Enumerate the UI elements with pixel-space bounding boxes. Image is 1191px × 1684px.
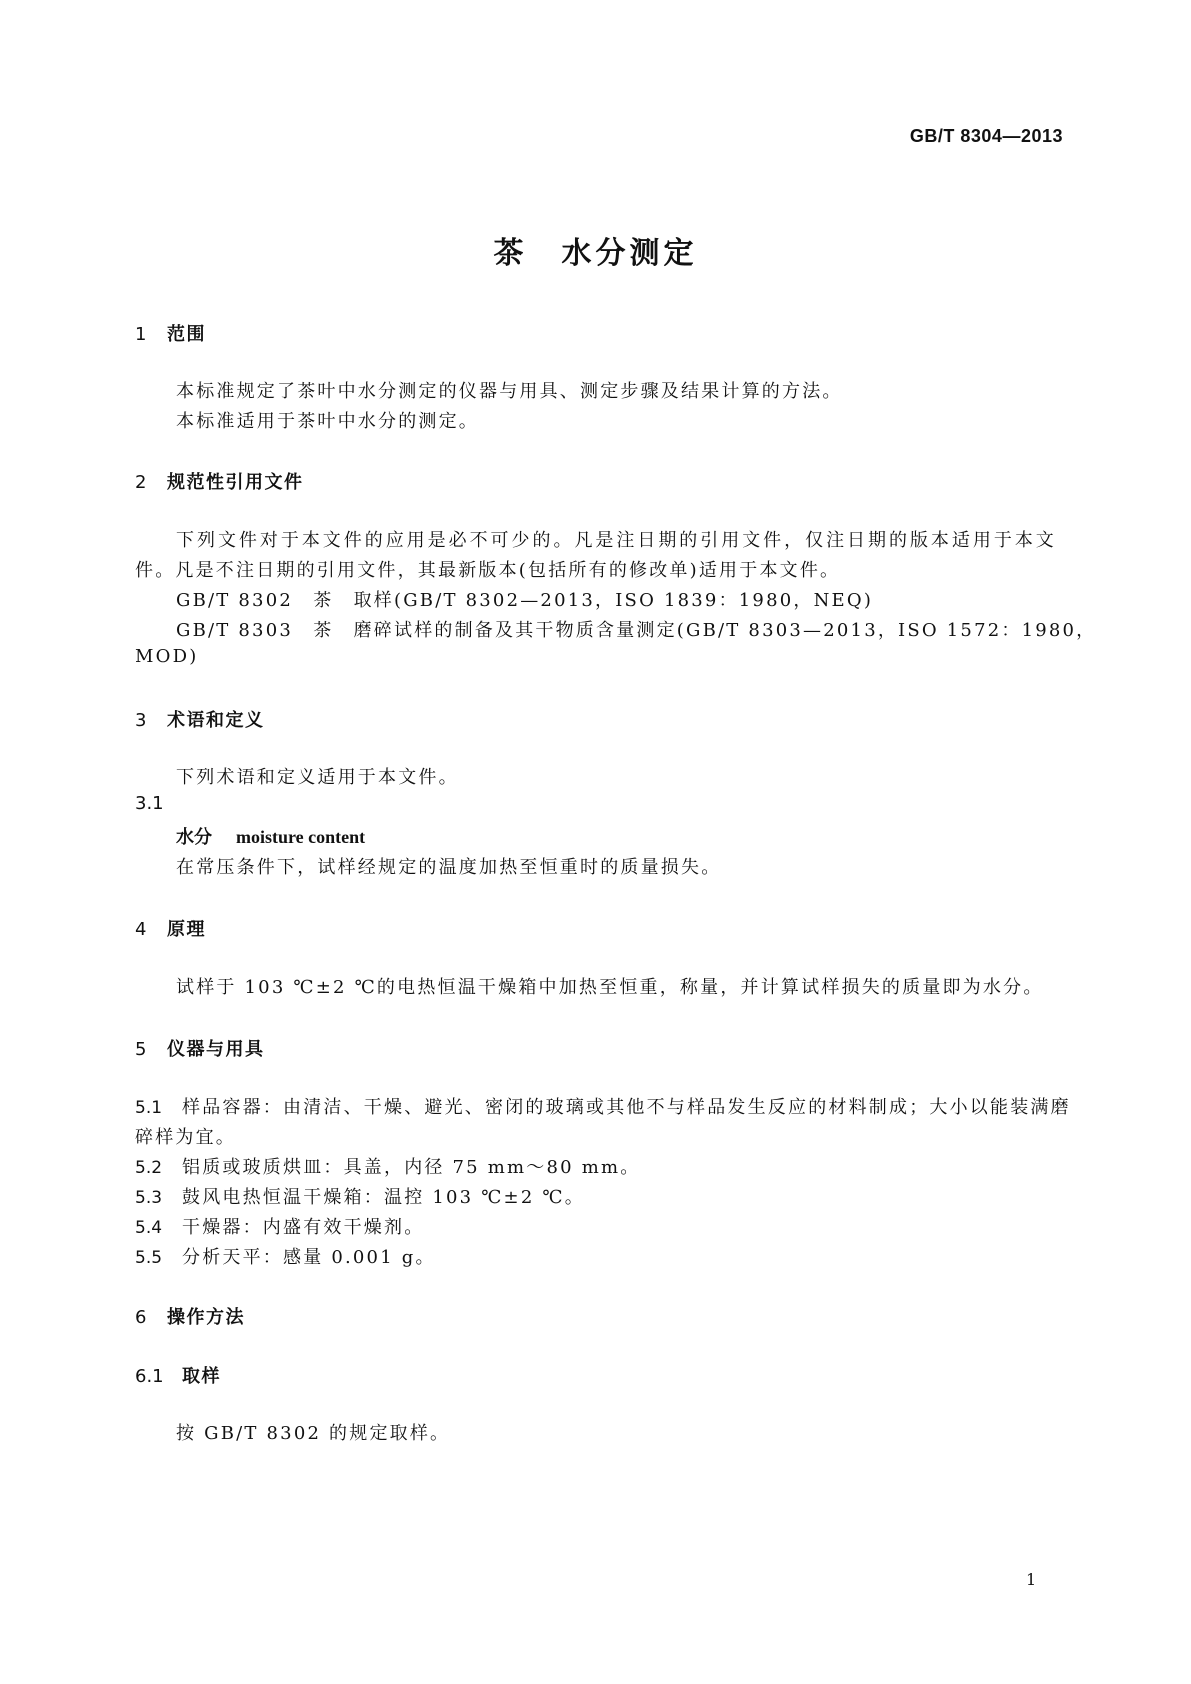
- item-text: 铝质或玻质烘皿：具盖，内径 75 mm～80 mm。: [182, 1157, 641, 1178]
- item-text: 分析天平：感量 0.001 g。: [182, 1247, 436, 1268]
- section-title: 操作方法: [167, 1307, 245, 1328]
- list-item-continuation: 碎样为宜。: [135, 1127, 236, 1148]
- list-item: [135, 1153, 640, 1179]
- section-number: 2: [135, 472, 147, 493]
- section-3-heading: [135, 706, 265, 732]
- paragraph: 本标准适用于茶叶中水分的测定。: [176, 411, 479, 432]
- list-item: [135, 1213, 424, 1239]
- standard-code: GB/T 8304—2013: [909, 126, 1063, 146]
- section-title: 取样: [182, 1366, 221, 1387]
- section-number: 6: [135, 1307, 147, 1328]
- section-title: 范围: [167, 324, 206, 345]
- document-title: 茶 水分测定: [493, 236, 698, 271]
- item-number: 5.5: [135, 1248, 163, 1268]
- normative-reference: GB/T 8302 茶 取样(GB/T 8302—2013，ISO 1839：1980，NEQ): [176, 590, 874, 611]
- list-item: [135, 1183, 585, 1209]
- subsection-6-1-heading: [135, 1362, 221, 1388]
- paragraph: 件。凡是不注日期的引用文件，其最新版本(包括所有的修改单)适用于本文件。: [135, 560, 841, 581]
- section-number: 6.1: [135, 1366, 164, 1387]
- section-title: 术语和定义: [167, 710, 265, 731]
- section-number: 1: [135, 324, 147, 345]
- normative-reference: GB/T 8303 茶 磨碎试样的制备及其干物质含量测定(GB/T 8303—2013，ISO 1572：1980，: [176, 620, 1097, 641]
- term-entry: [176, 823, 365, 849]
- section-number: 5: [135, 1039, 147, 1060]
- term-number: 3.1: [135, 793, 164, 814]
- list-item: [135, 1093, 1071, 1119]
- section-title: 规范性引用文件: [167, 472, 304, 493]
- paragraph: 试样于 103 ℃±2 ℃的电热恒温干燥箱中加热至恒重，称量，并计算试样损失的质量即为水分。: [176, 977, 1044, 998]
- item-number: 5.1: [135, 1098, 163, 1118]
- term-definition: 在常压条件下，试样经规定的温度加热至恒重时的质量损失。: [176, 857, 722, 878]
- normative-reference: MOD): [135, 646, 199, 667]
- paragraph: 下列文件对于本文件的应用是必不可少的。凡是注日期的引用文件，仅注日期的版本适用于本文: [176, 530, 1056, 551]
- item-number: 5.4: [135, 1218, 163, 1238]
- item-text: 干燥器：内盛有效干燥剂。: [182, 1217, 425, 1238]
- section-5-heading: [135, 1035, 265, 1061]
- section-title: 原理: [167, 919, 206, 940]
- item-number: 5.2: [135, 1158, 163, 1178]
- section-4-heading: [135, 915, 206, 941]
- section-title: 仪器与用具: [167, 1039, 265, 1060]
- item-text: 鼓风电热恒温干燥箱：温控 103 ℃±2 ℃。: [182, 1187, 585, 1208]
- section-2-heading: [135, 468, 304, 494]
- paragraph: 本标准规定了茶叶中水分测定的仪器与用具、测定步骤及结果计算的方法。: [176, 381, 843, 402]
- section-number: 4: [135, 919, 147, 940]
- section-6-heading: [135, 1303, 245, 1329]
- section-number: 3: [135, 710, 147, 731]
- item-number: 5.3: [135, 1188, 163, 1208]
- paragraph: 按 GB/T 8302 的规定取样。: [176, 1423, 451, 1444]
- term-en: moisture content: [236, 827, 366, 847]
- paragraph: 下列术语和定义适用于本文件。: [176, 767, 459, 788]
- page-number: 1: [1026, 1570, 1037, 1589]
- list-item: [135, 1243, 436, 1269]
- item-text: 样品容器：由清洁、干燥、避光、密闭的玻璃或其他不与样品发生反应的材料制成；大小以能装满磨: [182, 1097, 1071, 1118]
- section-1-heading: [135, 320, 206, 346]
- term-zh: 水分: [176, 827, 212, 848]
